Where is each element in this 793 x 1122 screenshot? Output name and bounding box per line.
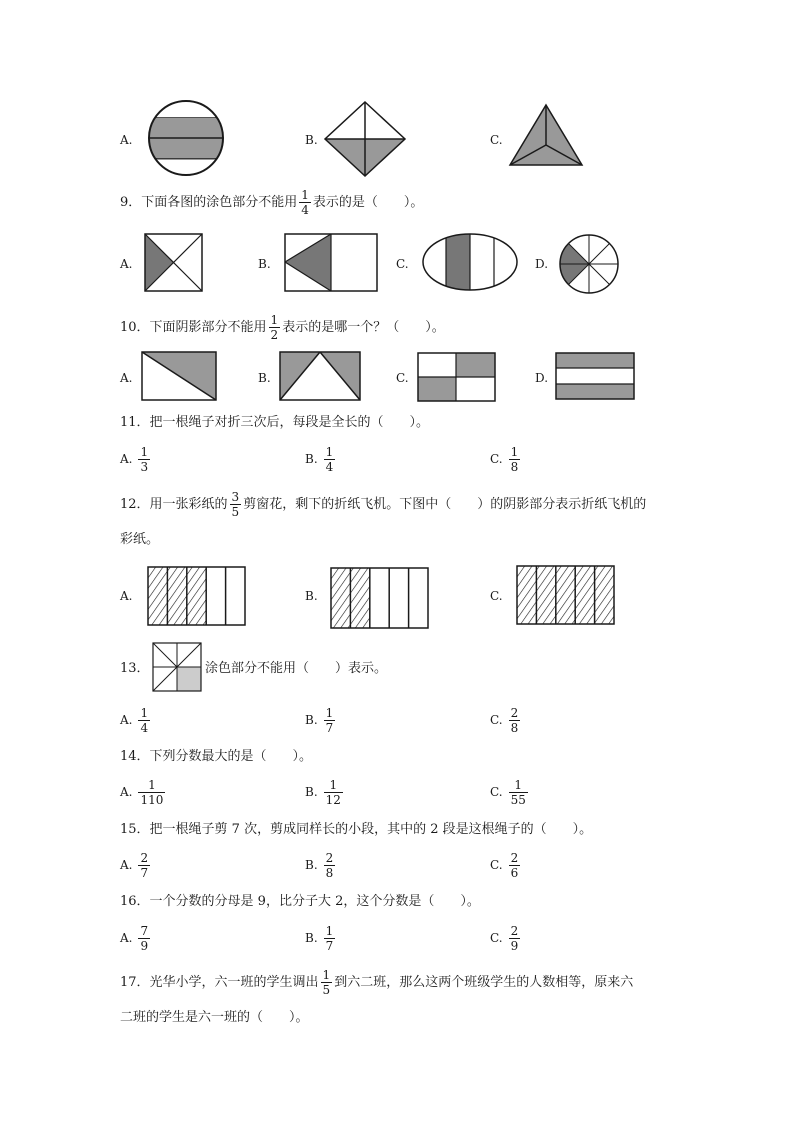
q11-option-b[interactable]: B. $\frac{1}{4}$ xyxy=(305,445,334,474)
q13-figure-square-eighths xyxy=(153,643,201,691)
q14-option-a[interactable]: A. $\frac{1}{110}$ xyxy=(120,778,164,807)
q11-question: 11．把一根绳子对折三次后，每段是全长的（ ）。 xyxy=(120,415,430,430)
q12-figure-a-hatched xyxy=(148,567,245,625)
q12-figure-c-hatched xyxy=(517,566,614,624)
q17-text-pre: 17．光华小学，六一班的学生调出 xyxy=(120,975,319,990)
q10-text-pre: 10．下面阴影部分不能用 xyxy=(120,320,267,335)
q13-option-c[interactable]: C. $\frac{2}{8}$ xyxy=(490,706,519,735)
q8-option-c-label[interactable]: C. xyxy=(490,133,503,147)
q15-question: 15．把一根绳子剪 7 次，剪成同样长的小段，其中的 2 段是这根绳子的（ ）。 xyxy=(120,822,593,837)
q10-question xyxy=(120,313,445,342)
q9-figure-b-triangle-rect xyxy=(285,234,377,291)
q9-figure-d-pie xyxy=(559,235,621,293)
q14-question: 14．下列分数最大的是（ ）。 xyxy=(120,749,313,764)
q10-option-c-label[interactable]: C. xyxy=(396,371,409,385)
q12-question-line2: 彩纸。 xyxy=(120,532,160,547)
q10-figure-b-triangle xyxy=(280,352,360,400)
q8-figure-a-circle-stripes xyxy=(148,100,228,176)
q10-text-post: 表示的是哪一个？（ ）。 xyxy=(282,320,445,335)
q15-option-b[interactable]: B. $\frac{2}{8}$ xyxy=(305,851,334,880)
q9-figure-a-square-x xyxy=(145,234,203,291)
q10-fraction: $\frac{1}{2}$ xyxy=(270,313,279,342)
q12-fraction: $\frac{3}{5}$ xyxy=(231,490,240,519)
q17-fraction: $\frac{1}{5}$ xyxy=(322,968,331,997)
q12-question xyxy=(120,490,646,519)
q16-option-c[interactable]: C. $\frac{2}{9}$ xyxy=(490,924,519,953)
q14-option-b[interactable]: B. $\frac{1}{12}$ xyxy=(305,778,341,807)
q9-text-pre: 9．下面各图的涂色部分不能用 xyxy=(120,195,298,210)
q16-question: 16．一个分数的分母是 9，比分子大 2，这个分数是（ ）。 xyxy=(120,894,480,909)
q13-label: 13． xyxy=(120,661,150,676)
q12-text-post: 剪窗花，剩下的折纸飞机。下图中（ ）的阴影部分表示折纸飞机的 xyxy=(243,497,647,512)
q9-option-a-label[interactable]: A. xyxy=(120,257,133,271)
q12-option-c-label[interactable]: C. xyxy=(490,589,503,603)
q9-option-c-label[interactable]: C. xyxy=(396,257,409,271)
q9-option-b-label[interactable]: B. xyxy=(258,257,271,271)
q14-option-c[interactable]: C. $\frac{1}{55}$ xyxy=(490,778,526,807)
q8-figure-c-triangle xyxy=(510,105,582,167)
q9-text-post: 表示的是（ ）。 xyxy=(312,195,424,210)
q15-option-a[interactable]: A. $\frac{2}{7}$ xyxy=(120,851,149,880)
q9-figure-c-ellipse xyxy=(422,233,518,291)
q13-option-a[interactable]: A. $\frac{1}{4}$ xyxy=(120,706,149,735)
q13-option-b[interactable]: B. $\frac{1}{7}$ xyxy=(305,706,334,735)
q9-fraction: $\frac{1}{4}$ xyxy=(301,188,309,217)
q9-question xyxy=(120,188,423,217)
q13-question: 涂色部分不能用（ ）表示。 xyxy=(205,661,388,676)
q12-option-b-label[interactable]: B. xyxy=(305,589,318,603)
q17-question-line2: 二班的学生是六一班的（ ）。 xyxy=(120,1010,309,1025)
q15-option-c[interactable]: C. $\frac{2}{6}$ xyxy=(490,851,519,880)
q10-figure-a-diagonal xyxy=(142,352,216,400)
q10-option-a-label[interactable]: A. xyxy=(120,371,133,385)
q12-figure-b-hatched xyxy=(331,568,428,628)
q11-option-a[interactable]: A. $\frac{1}{3}$ xyxy=(120,445,149,474)
q16-option-b[interactable]: B. $\frac{1}{7}$ xyxy=(305,924,334,953)
q17-question xyxy=(120,968,633,997)
q8-figure-b-diamond xyxy=(325,102,405,176)
q10-option-b-label[interactable]: B. xyxy=(258,371,271,385)
q8-option-a-label[interactable]: A. xyxy=(120,133,133,147)
q17-text-post: 到六二班，那么这两个班级学生的人数相等，原来六 xyxy=(334,975,634,990)
q9-option-d-label[interactable]: D. xyxy=(535,257,549,271)
q10-figure-d-stripes xyxy=(556,353,634,399)
q12-text-pre: 12．用一张彩纸的 xyxy=(120,497,228,512)
q16-option-a[interactable]: A. $\frac{7}{9}$ xyxy=(120,924,149,953)
q8-option-b-label[interactable]: B. xyxy=(305,133,318,147)
q10-figure-c-grid xyxy=(418,353,495,401)
q10-option-d-label[interactable]: D. xyxy=(535,371,549,385)
q11-option-c[interactable]: C. $\frac{1}{8}$ xyxy=(490,445,519,474)
q12-option-a-label[interactable]: A. xyxy=(120,589,133,603)
